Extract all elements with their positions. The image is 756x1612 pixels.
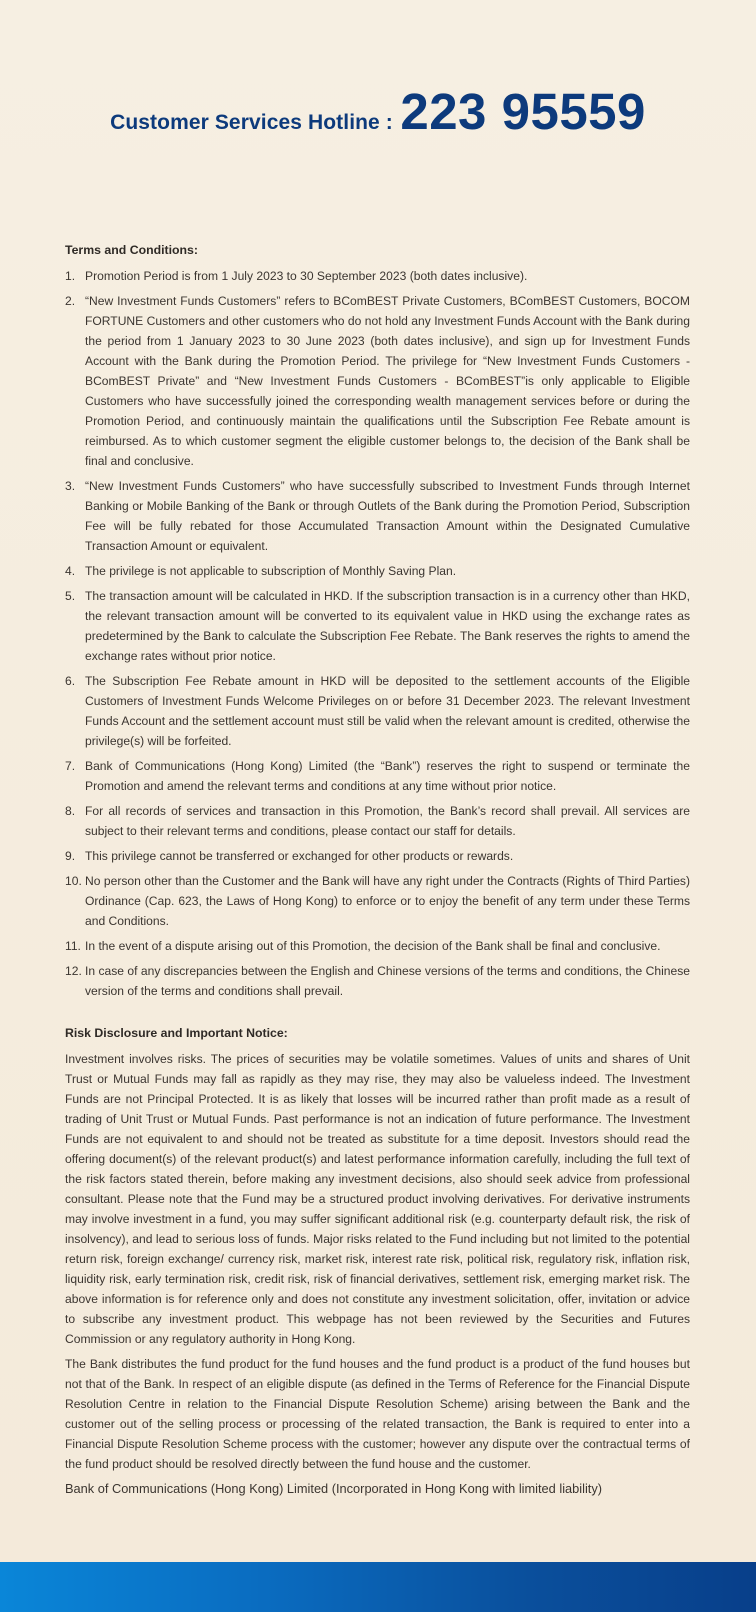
terms-item-text: “New Investment Funds Customers” refers to BComBEST Private Customers, BComBEST Customers, BOCOM FORTUNE Customers and other customers who do not hold any Investment Funds Account with the Bank during the period from 1 January 2023 to 30 June 2023 (both dates inclusive), and sign up for Investment Funds Account with the Bank during the Promotion Period. The privilege for “New Investment Funds Customers - BComBEST Private” and “New Investment Funds Customers - BComBEST”is only applicable to Eligible Customers who have successfully joined the corresponding wealth management services before or during the Promotion Period, and continuously maintain the qualifications until the Subscription Fee Rebate amount is reimbursed. As to which customer segment the eligible customer belongs to, the decision of the Bank shall be final and conclusive. bbox=[85, 294, 690, 468]
terms-item-8 bbox=[65, 801, 690, 841]
terms-item-number: 7. bbox=[65, 759, 76, 773]
terms-item-number: 10. bbox=[65, 874, 82, 888]
terms-item-number: 9. bbox=[65, 849, 76, 863]
risk-heading: Risk Disclosure and Important Notice: bbox=[65, 1026, 288, 1040]
footer-gradient-bar bbox=[0, 1562, 756, 1612]
terms-item-9 bbox=[65, 846, 690, 866]
terms-item-5 bbox=[65, 586, 690, 666]
terms-item-text: No person other than the Customer and the Bank will have any right under the Contracts (Rights of Third Parties) Ordinance (Cap. 623, the Laws of Hong Kong) to enforce or to enjoy the benefit of any term under these Terms and Conditions. bbox=[85, 874, 690, 928]
terms-item-number: 3. bbox=[65, 479, 76, 493]
terms-item-text: The Subscription Fee Rebate amount in HKD will be deposited to the settlement accounts of the Eligible Customers of Investment Funds Welcome Privileges on or before 31 December 2023. The relevant Investment Funds Account and the settlement account must still be valid when the relevant amount is credited, otherwise the privilege(s) will be forfeited. bbox=[85, 674, 690, 748]
terms-item-number: 4. bbox=[65, 564, 76, 578]
terms-item-text: Bank of Communications (Hong Kong) Limited (the “Bank”) reserves the right to suspend or terminate the Promotion and amend the relevant terms and conditions at any time without prior notice. bbox=[85, 759, 690, 793]
terms-item-number: 11. bbox=[65, 939, 81, 953]
terms-item-2 bbox=[65, 291, 690, 471]
hotline-number[interactable]: 223 95559 bbox=[400, 83, 646, 140]
content-body bbox=[65, 240, 690, 1499]
terms-item-text: “New Investment Funds Customers” who have successfully subscribed to Investment Funds through Internet Banking or Mobile Banking of the Bank or through Outlets of the Bank during the Promotion Period, Subscription Fee will be fully rebated for those Accumulated Transaction Amount within the Designated Cumulative Transaction Amount or equivalent. bbox=[85, 479, 690, 553]
risk-disclosure bbox=[65, 1023, 690, 1499]
terms-item-text: The privilege is not applicable to subscription of Monthly Saving Plan. bbox=[85, 564, 457, 578]
terms-item-7 bbox=[65, 756, 690, 796]
terms-item-12 bbox=[65, 961, 690, 1001]
terms-item-10 bbox=[65, 871, 690, 931]
terms-item-text: Promotion Period is from 1 July 2023 to 30 September 2023 (both dates inclusive). bbox=[85, 269, 528, 283]
hotline-label: Customer Services Hotline : bbox=[110, 111, 393, 134]
terms-list bbox=[65, 266, 690, 1001]
terms-item-text: For all records of services and transaction in this Promotion, the Bank’s record shall prevail. All services are subject to their relevant terms and conditions, please contact our staff for details. bbox=[85, 804, 690, 838]
terms-item-text: In case of any discrepancies between the English and Chinese versions of the terms and conditions, the Chinese version of the terms and conditions shall prevail. bbox=[85, 964, 690, 998]
terms-item-number: 2. bbox=[65, 294, 76, 308]
terms-item-number: 6. bbox=[65, 674, 76, 688]
customer-hotline bbox=[0, 82, 756, 141]
bank-entity-line: Bank of Communications (Hong Kong) Limited (Incorporated in Hong Kong with limited liability) bbox=[65, 1481, 603, 1496]
terms-heading: Terms and Conditions: bbox=[65, 243, 198, 257]
terms-item-text: This privilege cannot be transferred or exchanged for other products or rewards. bbox=[85, 849, 514, 863]
terms-item-number: 8. bbox=[65, 804, 76, 818]
terms-item-number: 1. bbox=[65, 269, 76, 283]
risk-paragraph-2: The Bank distributes the fund product for the fund houses and the fund product is a product of the fund houses but not that of the Bank. In respect of an eligible dispute (as defined in the Terms of Reference for the Financial Dispute Resolution Centre in relation to the Financial Dispute Resolution Scheme) arising between the Bank and the customer out of the selling process or processing of the related transaction, the Bank is required to enter into a Financial Dispute Resolution Scheme process with the customer; however any dispute over the contractual terms of the fund product should be resolved directly between the fund house and the customer. bbox=[65, 1357, 690, 1471]
terms-item-number: 12. bbox=[65, 964, 82, 978]
terms-item-4 bbox=[65, 561, 690, 581]
terms-item-number: 5. bbox=[65, 589, 76, 603]
terms-item-11 bbox=[65, 936, 690, 956]
risk-paragraph-1: Investment involves risks. The prices of securities may be volatile sometimes. Values of units and shares of Unit Trust or Mutual Funds may fall as rapidly as they may rise, they may also be valueless indeed. The Investment Funds are not Principal Protected. It is as likely that losses will be incurred rather than profit made as a result of trading of Unit Trust or Mutual Funds. Past performance is not an indication of future performance. The Investment Funds are not equivalent to and should not be treated as substitute for a time deposit. Investors should read the offering document(s) of the relevant product(s) and latest performance information carefully, including the full text of the risk factors stated therein, before making any investment decisions, also should seek advice from professional consultant. Please note that the Fund may be a structured product involving derivatives. For derivative instruments may involve investment in a fund, you may suffer significant additional risk (e.g. counterparty default risk, the risk of insolvency), and lead to serious loss of funds. Major risks related to the Fund including but not limited to the potential return risk, foreign exchange/ currency risk, market risk, interest rate risk, political risk, regulatory risk, inflation risk, liquidity risk, early termination risk, credit risk, risk of financial derivatives, settlement risk, emerging market risk. The above information is for reference only and does not constitute any investment solicitation, offer, invitation or advice to subscribe any investment product. This webpage has not been reviewed by the Securities and Futures Commission or any regulatory authority in Hong Kong. bbox=[65, 1052, 690, 1346]
terms-item-text: In the event of a dispute arising out of this Promotion, the decision of the Bank shall be final and conclusive. bbox=[85, 939, 661, 953]
terms-item-3 bbox=[65, 476, 690, 556]
terms-item-text: The transaction amount will be calculated in HKD. If the subscription transaction is in a currency other than HKD, the relevant transaction amount will be converted to its equivalent value in HKD using the exchange rates as predetermined by the Bank to calculate the Subscription Fee Rebate. The Bank reserves the rights to amend the exchange rates without prior notice. bbox=[85, 589, 690, 663]
terms-item-1 bbox=[65, 266, 690, 286]
terms-item-6 bbox=[65, 671, 690, 751]
